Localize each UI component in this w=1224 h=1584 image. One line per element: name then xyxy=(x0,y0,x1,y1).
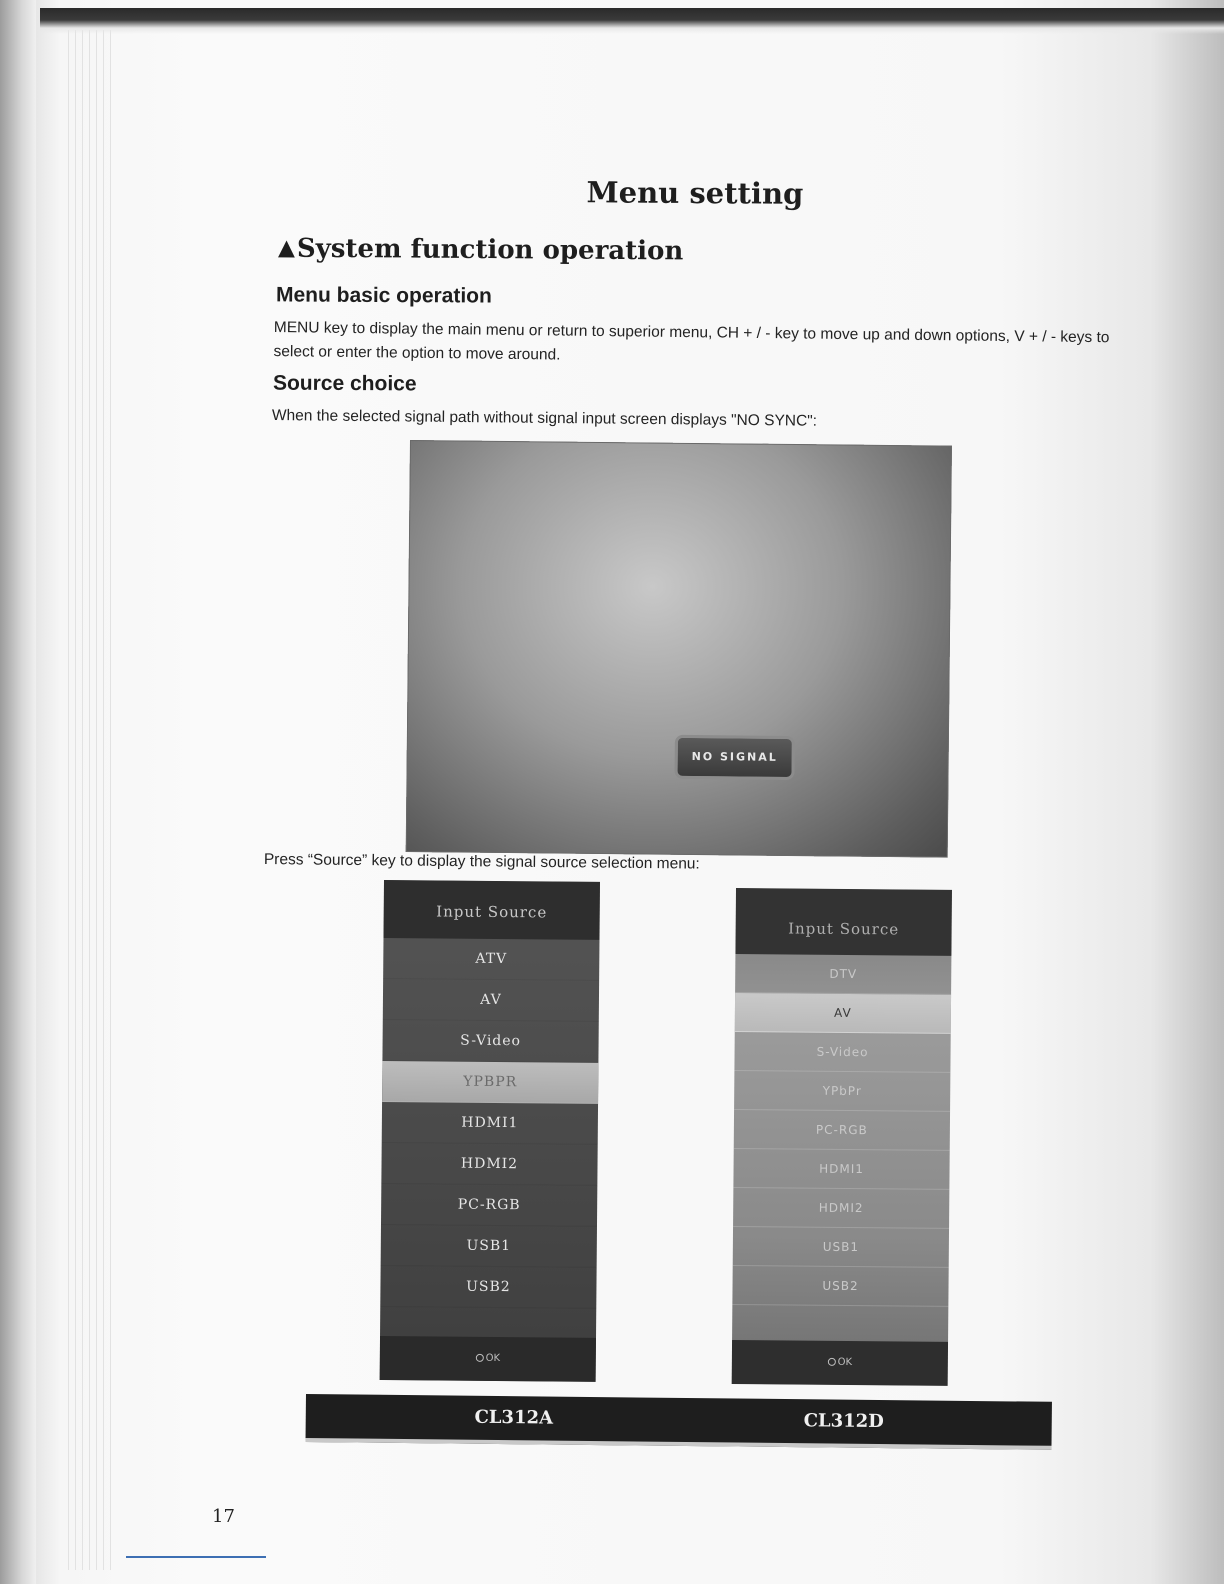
input-source-menu-cl312d xyxy=(732,888,952,1386)
menu-footer-label: OK xyxy=(485,1352,501,1365)
page-left-edge xyxy=(0,0,36,1584)
section-heading xyxy=(278,234,684,267)
page-stack-edges xyxy=(62,30,112,1570)
menu-item-dtv: DTV xyxy=(735,954,951,995)
caption-cl312a: CL312A xyxy=(474,1406,554,1429)
page-number: 17 xyxy=(212,1506,235,1527)
menu-item-av: AV xyxy=(735,993,951,1034)
page-top-edge xyxy=(40,8,1224,34)
menu-item-hdmi2: HDMI2 xyxy=(381,1143,597,1186)
menu-item-av: AV xyxy=(383,979,599,1022)
menu-item-atv: ATV xyxy=(383,938,599,981)
press-source-text: Press “Source” key to display the signal source selection menu: xyxy=(263,850,700,873)
menu-item-pc-rgb: PC-RGB xyxy=(381,1184,597,1227)
menu-item-usb2: USB2 xyxy=(732,1266,948,1307)
menu-item-ypbpr: YPbPr xyxy=(734,1071,950,1112)
menu-footer-label: OK xyxy=(837,1356,853,1369)
caption-cl312d: CL312D xyxy=(803,1410,884,1433)
menu-item-pc-rgb: PC-RGB xyxy=(734,1110,950,1151)
ok-icon xyxy=(828,1358,836,1366)
page-title: Menu setting xyxy=(586,175,804,211)
ok-icon xyxy=(476,1354,484,1362)
bottom-rule xyxy=(126,1556,266,1558)
menu-item-usb2: USB2 xyxy=(380,1266,596,1309)
section-heading-text: System function operation xyxy=(296,233,684,267)
menu-item-hdmi1: HDMI1 xyxy=(733,1149,949,1190)
menu-item-hdmi1: HDMI1 xyxy=(382,1102,598,1145)
menu-item-ypbpr: YPBPR xyxy=(382,1061,598,1104)
no-signal-badge: NO SIGNAL xyxy=(674,735,794,780)
menu-title: Input Source xyxy=(735,888,952,956)
source-choice-heading: Source choice xyxy=(272,371,417,396)
menu-basic-text: MENU key to display the main menu or return to superior menu, CH + / - key to move up and down options, V + / - keys to select or enter the option to move around. xyxy=(273,318,1110,364)
menu-item-hdmi2: HDMI2 xyxy=(733,1188,949,1229)
menu-item-s-video: S-Video xyxy=(734,1032,950,1073)
menu-basic-heading: Menu basic operation xyxy=(275,283,492,308)
menu-footer xyxy=(380,1336,596,1382)
model-caption-bar xyxy=(305,1394,1051,1450)
menu-item-s-video: S-Video xyxy=(382,1020,598,1063)
menu-item-usb1: USB1 xyxy=(733,1227,949,1268)
triangle-bullet-icon: ▲ xyxy=(277,234,296,261)
source-choice-text: When the selected signal path without signal input screen displays "NO SYNC": xyxy=(271,406,818,430)
menu-item-usb1: USB1 xyxy=(381,1225,597,1268)
menu-footer xyxy=(732,1340,948,1386)
no-signal-screenshot xyxy=(406,440,952,858)
menu-title: Input Source xyxy=(383,880,599,940)
input-source-menu-cl312a xyxy=(380,880,600,1382)
